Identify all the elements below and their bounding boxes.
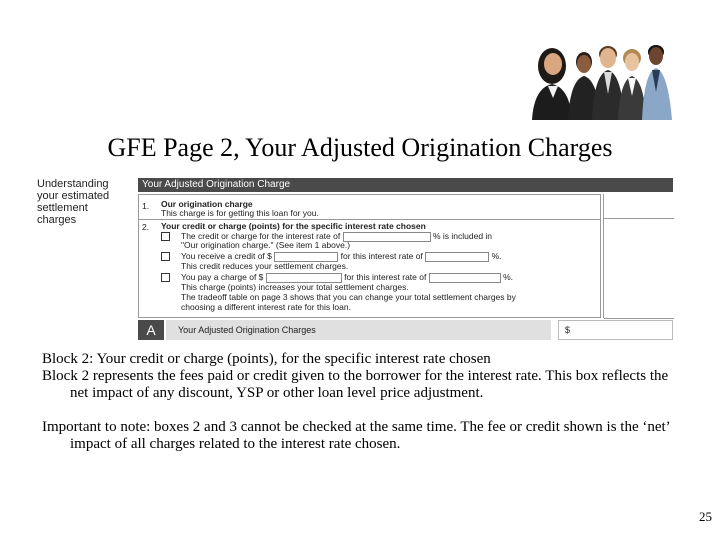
option1-text-b: % is included in	[432, 231, 493, 241]
body-paragraph-1: Block 2: Your credit or charge (points), for the specific interest rate chosen	[42, 351, 491, 367]
body-text	[42, 351, 672, 453]
option2-text-b: for this interest rate of	[340, 251, 423, 261]
side-label-line: Understanding	[37, 178, 109, 190]
option2-checkbox[interactable]	[161, 252, 170, 261]
option3-text-f: choosing a different interest rate for this loan.	[181, 302, 351, 312]
footer-letter: A	[138, 320, 164, 340]
amount-cell-1	[604, 194, 674, 219]
side-label-line: your estimated	[37, 190, 110, 202]
option3-text-c: %.	[503, 272, 514, 282]
option2-text-c: %.	[491, 251, 502, 261]
option1-text-c: "Our origination charge." (See item 1 above.)	[181, 240, 351, 250]
amount-cell-2	[604, 218, 674, 319]
option3-text-a: You pay a charge of $	[181, 272, 264, 282]
option1-checkbox[interactable]	[161, 232, 170, 241]
item1-title: Our origination charge	[161, 199, 253, 209]
option3-text-e: The tradeoff table on page 3 shows that you can change your total settlement charges by	[181, 292, 516, 302]
item2-title: Your credit or charge (points) for the specific interest rate chosen	[161, 221, 426, 231]
page-number: 25	[699, 509, 712, 524]
item1-number: 1.	[142, 201, 150, 211]
item2-number: 2.	[142, 222, 150, 232]
form-body	[138, 194, 601, 318]
side-label	[37, 178, 137, 226]
form-header: Your Adjusted Origination Charge	[138, 178, 673, 192]
body-paragraph-2: Block 2 represents the fees paid or credit given to the borrower for the interest rate. This box reflects the net impact of any discount, YSP or other loan level price adjustment.	[42, 368, 669, 401]
option1-rate-field[interactable]	[343, 232, 431, 242]
option3-text-b: for this interest rate of	[344, 272, 427, 282]
item1-desc: This charge is for getting this loan for you.	[161, 208, 319, 218]
footer-value: $	[558, 320, 673, 340]
gfe-form-excerpt	[138, 178, 673, 342]
footer-label: Your Adjusted Origination Charges	[166, 320, 551, 340]
option2-text-d: This credit reduces your settlement charges.	[181, 261, 349, 271]
option3-checkbox[interactable]	[161, 273, 170, 282]
option1-text-a: The credit or charge for the interest rate of	[181, 231, 341, 241]
amount-column	[603, 194, 673, 318]
option2-rate-field[interactable]	[425, 252, 489, 262]
business-team-photo	[522, 40, 686, 120]
option3-rate-field[interactable]	[429, 273, 501, 283]
option3-text-d: This charge (points) increases your total settlement charges.	[181, 282, 409, 292]
side-label-line: settlement	[37, 202, 88, 214]
side-label-line: charges	[37, 214, 77, 226]
option2-text-a: You receive a credit of $	[181, 251, 272, 261]
body-paragraph-3: Important to note: boxes 2 and 3 cannot be checked at the same time. The fee or credit shown is the ‘net’ impact of all charges related to the interest rate chosen.	[42, 419, 670, 452]
slide-title: GFE Page 2, Your Adjusted Origination Charges	[107, 133, 613, 162]
form-footer	[138, 320, 673, 340]
